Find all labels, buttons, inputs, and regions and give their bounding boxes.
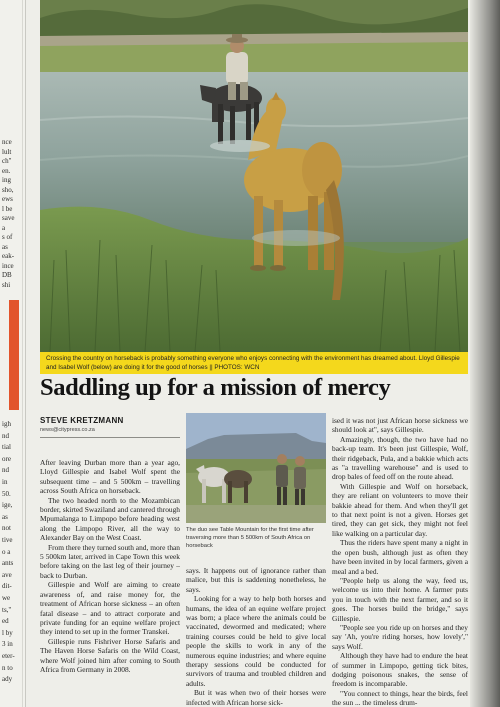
fragment-text: igh xyxy=(2,420,11,428)
fragment-text: eter- xyxy=(2,652,15,660)
fragment-text: in xyxy=(2,478,8,486)
headline: Saddling up for a mission of mercy xyxy=(40,374,391,401)
fragment-text: ants xyxy=(2,559,14,568)
fragment-text: l be xyxy=(2,204,13,213)
article-paragraph: ised it was not just African horse sickness we should look at", says Gillespie. xyxy=(332,416,468,435)
fragment-text: not xyxy=(2,524,11,533)
article-paragraph: Although they have had to endure the heat of summer in Limpopo, getting tick bites, dodging poisonous snakes, the sense of freedom is incomparable. xyxy=(332,651,468,689)
fragment-text: shi xyxy=(2,280,11,289)
fragment-text: sho, xyxy=(2,185,14,194)
photo2-caption: The duo see Table Mountain for the first time after traversing more than 5 500km of South Africa on horseback xyxy=(186,527,314,549)
fragment-text: ave xyxy=(2,570,12,579)
page-edge-shadow xyxy=(470,0,500,707)
red-marker-bar xyxy=(9,300,19,410)
fragment-text: DB xyxy=(2,271,12,279)
fragment-text: ince xyxy=(2,261,14,270)
fragment-text: nce xyxy=(2,138,12,146)
fragment-text: dit- xyxy=(2,582,12,591)
main-photo xyxy=(40,0,468,352)
article-paragraph: The two headed north to the Mozambican border, skirted Swaziland and cantered through Mpumalanga to Limpopo before heading west along the Limpopo River, all the way to Alexander Bay on the West Coast. xyxy=(40,495,180,543)
fragment-text: nd xyxy=(2,431,9,440)
fragment-text: 50. xyxy=(2,489,11,498)
article-paragraph: After leaving Durban more than a year ago, Lloyd Gillespie and Isabel Wolf spent the subsequent time – and 5 500km – travelling across South Africa on horseback. xyxy=(40,458,180,496)
fragment-text: ore xyxy=(2,454,11,463)
article-paragraph: "You connect to things, hear the birds, feel the sun ... the timeless drum- xyxy=(332,688,468,707)
article-paragraph: From there they turned south and, more than 5 500km later, arrived in Cape Town this week before taking on the last leg of their journey – back to Durban. xyxy=(40,542,180,580)
fragment-text: o a xyxy=(2,547,11,556)
article-paragraph: Thus the riders have spent many a night in the open bush, although just as often they have been invited in by local farmers, given a meal and a bed. xyxy=(332,538,468,576)
fragment-text: we xyxy=(2,594,11,602)
article-paragraph: Gillespie runs Fishriver Horse Safaris and The Haven Horse Safaris on the Wild Coast, where Wolf joined him after coming to South Africa from Germany in 2008. xyxy=(40,636,180,674)
article-paragraph: "People help us along the way, feed us, welcome us into their home. A farmer puts you in touch with the next farmer, and so it goes. The horses build the bridge," says Gillespie. xyxy=(332,575,468,623)
adjacent-column-fragment xyxy=(0,0,26,707)
fragment-text: ady xyxy=(2,675,13,684)
article-column-3 xyxy=(332,416,468,707)
fragment-text: 3 in xyxy=(2,640,13,649)
article-column-2 xyxy=(186,566,326,707)
fragment-text: tial xyxy=(2,443,11,452)
fragment-text: l by xyxy=(2,628,13,637)
fragment-text: save xyxy=(2,214,15,222)
fragment-text: lult xyxy=(2,147,12,156)
fragment-text: s of xyxy=(2,233,13,241)
photo-caption: Crossing the country on horseback is probably something everyone who enjoys connecting with the environment has dreamed about. Lloyd Gillespie and Isabel Wolf (below) are doing it for the good of horses || PHOTOS: WCN xyxy=(40,352,468,374)
article-column-1 xyxy=(40,458,180,674)
byline-rule xyxy=(40,437,180,438)
fragment-text: tive xyxy=(2,536,13,544)
byline-author: STEVE KRETZMANN xyxy=(40,416,124,425)
fragment-text: ige, xyxy=(2,501,13,510)
article-paragraph: Amazingly, though, the two have had no back-up team. It's been just Gillespie, Wolf, their ridgeback, Pula, and a bakkie which acts as "a travelling warehouse" and is used to drop bales of feed off on the route ahead. xyxy=(332,434,468,482)
fragment-text: as xyxy=(2,512,8,521)
fragment-text: nd xyxy=(2,466,9,475)
table-mountain-photo xyxy=(186,413,326,523)
fragment-text: ews xyxy=(2,195,13,203)
fragment-text: n to xyxy=(2,663,13,672)
fragment-text: ts," xyxy=(2,605,12,614)
article-paragraph: says. It happens out of ignorance rather than malice, but this is saddening nonetheless, he says. xyxy=(186,566,326,594)
byline-email: news@citypress.co.za xyxy=(40,427,95,433)
article-paragraph: Gillespie and Wolf are aiming to create awareness of, and raise money for, the treatment of African horse sickness – an often fatal disease – and to attract corporate and private funding for an equine welfare project they intend to set up in the former Transkei. xyxy=(40,580,180,637)
fragment-text: a xyxy=(2,223,6,232)
fragment-text: ing xyxy=(2,176,11,184)
fragment-text: ed xyxy=(2,617,9,626)
article-paragraph: "People see you ride up on horses and they say 'Ah, you're riding horses, how lovely'," says Wolf. xyxy=(332,622,468,651)
fragment-text: as xyxy=(2,242,8,251)
article-paragraph: But it was when two of their horses were infected with African horse sick- xyxy=(186,688,326,707)
fragment-text: en. xyxy=(2,166,11,175)
fragment-text: ch" xyxy=(2,157,12,165)
article-paragraph: With Gillespie and Wolf on horseback, they are reliant on volunteers to move their bakkie ahead for them. And when they'll get to that next point is not a given. Horses get tired, they can get sick, they might not feel like walking on a particular day. xyxy=(332,481,468,538)
fragment-text: eak- xyxy=(2,252,15,260)
article-paragraph: Looking for a way to help both horses and humans, the idea of an equine welfare project was born; a place where the animals could be vaccinated, dewormed and medicated; where training courses could be held to give local people the skills to work in any of the numerous equine industries; and where equine therapy sessions could be conducted for survivors of trauma and troubled children and adults. xyxy=(186,594,326,688)
